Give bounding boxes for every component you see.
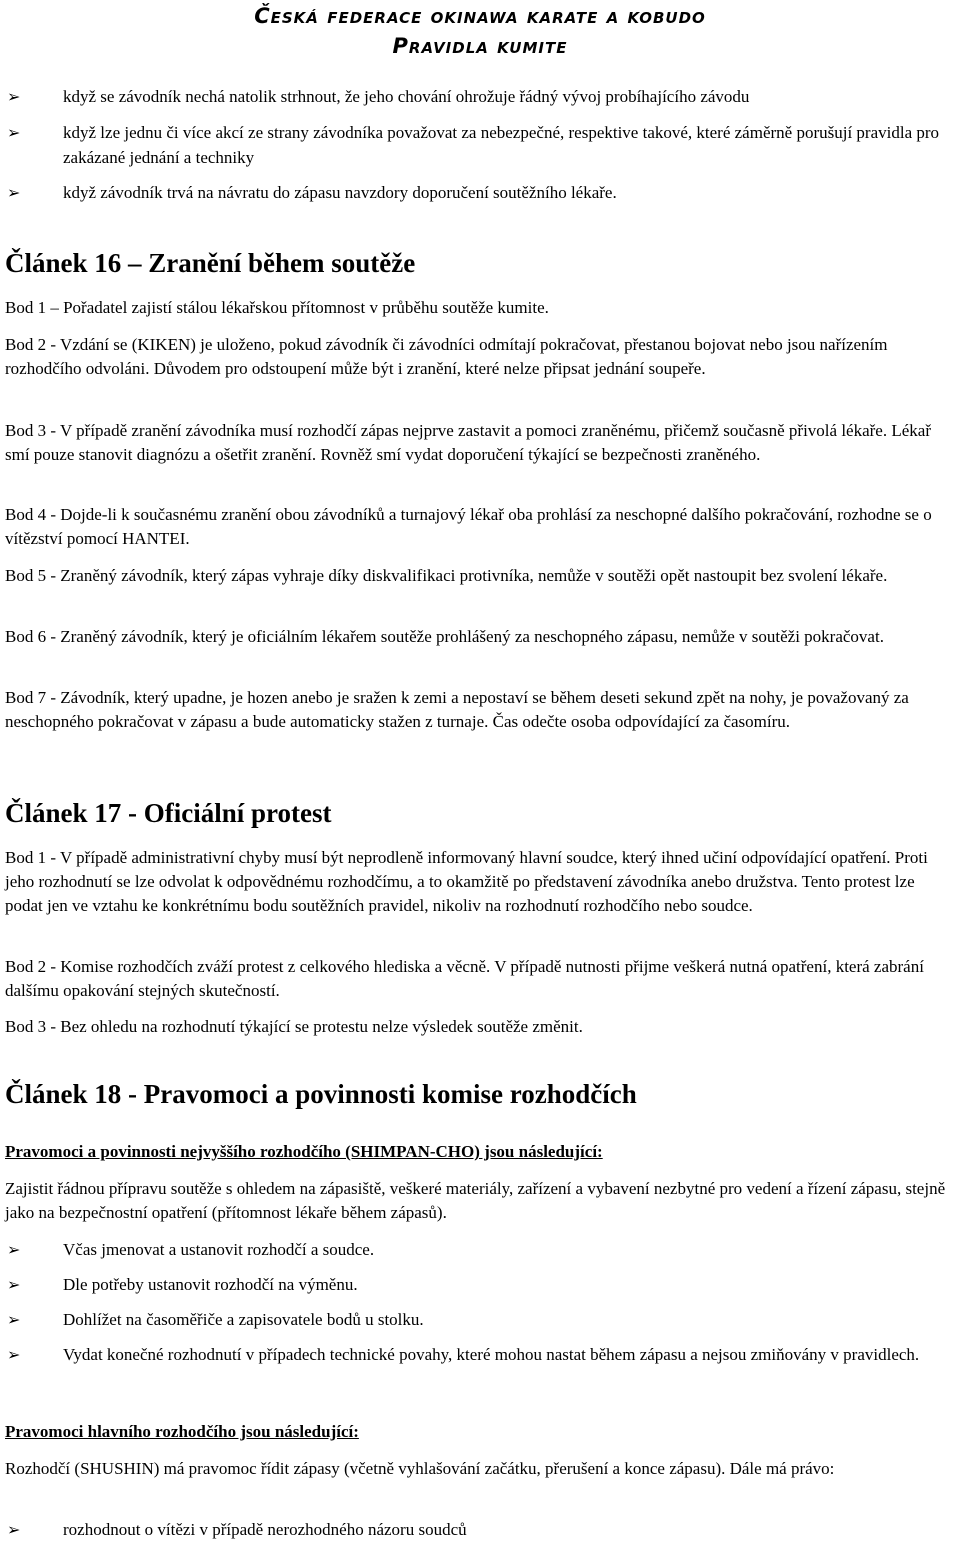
article-16-heading: Článek 16 – Zranění během soutěže: [5, 248, 416, 278]
shushin-duty-list: [5, 1517, 948, 1552]
list-item: ➢ Včas jmenovat a ustanovit rozhodčí a soudce.: [5, 1237, 948, 1262]
arrow-bullet-icon: ➢: [7, 1240, 21, 1259]
arrow-bullet-icon: ➢: [7, 87, 21, 106]
article-17-point-2: Bod 2 - Komise rozhodčích zváží protest z celkového hlediska a věcně. V případě nutnosti přijme veškerá nutná opatření, která zabrání dalšímu opakování stejných skutečností.: [5, 957, 924, 1000]
federation-title: Česká federace okinawa karate a kobudo: [254, 4, 706, 28]
article-16-point-5: Bod 5 - Zraněný závodník, který zápas vyhraje díky diskvalifikaci protivníka, nemůže v soutěži opět nastoupit bez svolení lékaře.: [5, 566, 888, 585]
rules-title: Pravidla kumite: [392, 34, 568, 58]
list-item: ➢ Dle potřeby ustanovit rozhodčí na výměnu.: [5, 1272, 948, 1297]
article-16-point-6: Bod 6 - Zraněný závodník, který je oficiálním lékařem soutěže prohlášený za neschopného zápasu, nemůže v soutěži pokračovat.: [5, 627, 884, 646]
article-16-point-2: Bod 2 - Vzdání se (KIKEN) je uloženo, pokud závodník či závodníci odmítají pokračovat, přestanou bojovat nebo jsou nařízením rozhodčího odvoláni. Důvodem pro odstoupení může být i zranění, které nelze připsat jednání soupeře.: [5, 335, 888, 378]
shushin-intro: Rozhodčí (SHUSHIN) má pravomoc řídit zápasy (včetně vyhlašování začátku, přerušení a konce zápasu). Dále má právo:: [5, 1459, 835, 1478]
list-item: ➢ když se závodník nechá natolik strhnout, že jeho chování ohrožuje řádný vývoj probíhajícího závodu: [5, 84, 948, 109]
shimpan-cho-duties-heading: Pravomoci a povinnosti nejvyššího rozhodčího (SHIMPAN-CHO) jsou následující:: [5, 1142, 603, 1161]
article-17-point-3: Bod 3 - Bez ohledu na rozhodnutí týkající se protestu nelze výsledek soutěže změnit.: [5, 1017, 583, 1036]
arrow-bullet-icon: ➢: [7, 1310, 21, 1329]
arrow-bullet-icon: ➢: [7, 1520, 21, 1539]
article-16-point-4: Bod 4 - Dojde-li k současnému zranění obou závodníků a turnajový lékař oba prohlásí za neschopné dalšího pokračování, rozhodne se o vítězství pomocí HANTEI.: [5, 505, 932, 548]
list-item: ➢ Vydat konečné rozhodnutí v případech technické povahy, které mohou nastat během zápasu a nejsou zmiňovány v pravidlech.: [5, 1342, 948, 1367]
article-16-point-7: Bod 7 - Závodník, který upadne, je hozen anebo je sražen k zemi a nepostaví se během deseti sekund zpět na nohy, je považovaný za neschopného pokračovat v zápasu a bude automaticky stažen z turnaje. Čas odečte osoba odpovídající za časomíru.: [5, 688, 909, 731]
article-18-heading: Článek 18 - Pravomoci a povinnosti komise rozhodčích: [5, 1079, 637, 1109]
list-item: ➢ když lze jednu či více akcí ze strany závodníka považovat za nebezpečné, respektive takové, které záměrně porušují pravidla pro zakázané jednání a techniky: [5, 120, 948, 170]
document-header: [0, 0, 960, 61]
list-item: ➢ když závodník trvá na návratu do zápasu navzdory doporučení soutěžního lékaře.: [5, 180, 948, 205]
shimpan-cho-duty-list: [5, 1237, 948, 1377]
article-17-point-1: Bod 1 - V případě administrativní chyby musí být neprodleně informovaný hlavní soudce, který ihned učiní odpovídající opatření. Proti jeho rozhodnutí se lze odvolat k odpovědnému rozhodčímu, a to okamžitě po představení závodníka anebo družstva. Tento protest lze podat jen ve vztahu ke konkrétnímu bodu soutěžních pravidel, nikoliv na rozhodnutí rozhodčího nebo soudce.: [5, 848, 928, 915]
article-16-point-1: Bod 1 – Pořadatel zajistí stálou lékařskou přítomnost v průběhu soutěže kumite.: [5, 298, 549, 317]
list-item: ➢ rozhodnout o vítězi v případě nerozhodného názoru soudců: [5, 1517, 948, 1542]
list-item: ➢ Dohlížet na časoměřiče a zapisovatele bodů u stolku.: [5, 1307, 948, 1332]
intro-bullet-list: [5, 84, 948, 216]
arrow-bullet-icon: ➢: [7, 1275, 21, 1294]
shimpan-cho-intro: Zajistit řádnou přípravu soutěže s ohledem na zápasiště, veškeré materiály, zařízení a vybavení nezbytné pro vedení a řízení zápasu, stejně jako na bezpečnostní opatření (přítomnost lékaře během zápasů).: [5, 1179, 946, 1222]
article-16-point-3: Bod 3 - V případě zranění závodníka musí rozhodčí zápas nejprve zastavit a pomoci zraněnému, přičemž současně přivolá lékaře. Lékař smí pouze stanovit diagnózu a ošetřit zranění. Rovněž smí vydat doporučení týkající se bezpečnosti zraněného.: [5, 421, 931, 464]
shushin-duties-heading: Pravomoci hlavního rozhodčího jsou následující:: [5, 1422, 359, 1441]
article-17-heading: Článek 17 - Oficiální protest: [5, 798, 332, 828]
arrow-bullet-icon: ➢: [7, 183, 21, 202]
arrow-bullet-icon: ➢: [7, 123, 21, 142]
arrow-bullet-icon: ➢: [7, 1345, 21, 1364]
